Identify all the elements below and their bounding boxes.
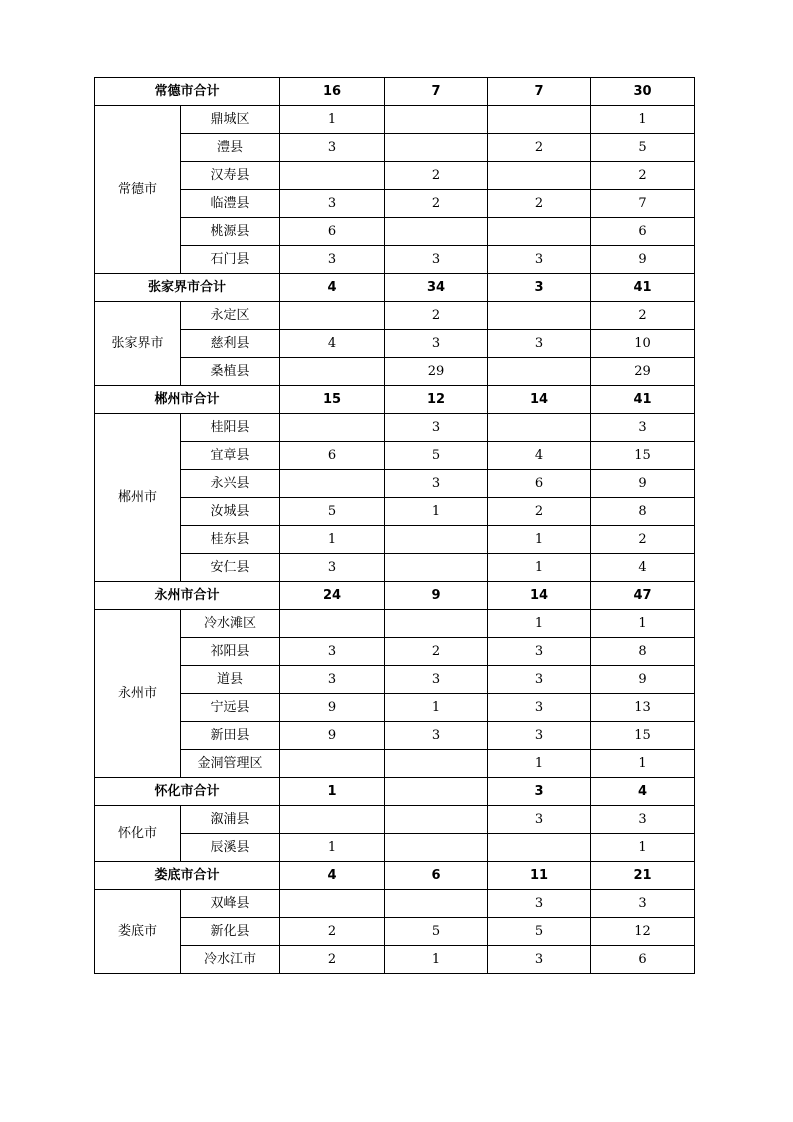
value-cell: 2 [488,134,591,162]
value-cell: 29 [591,358,695,386]
value-cell: 9 [280,722,385,750]
total-value-cell [385,778,488,806]
total-value-cell: 24 [280,582,385,610]
total-value-cell: 21 [591,862,695,890]
value-cell: 2 [591,162,695,190]
county-cell: 桃源县 [181,218,280,246]
table-row [95,442,695,470]
county-cell: 安仁县 [181,554,280,582]
value-cell: 3 [591,890,695,918]
value-cell [488,218,591,246]
total-value-cell: 12 [385,386,488,414]
value-cell [488,302,591,330]
total-value-cell: 14 [488,386,591,414]
table-row [95,834,695,862]
county-cell: 新化县 [181,918,280,946]
table-row [95,722,695,750]
value-cell [385,106,488,134]
value-cell: 1 [591,750,695,778]
county-cell: 桂东县 [181,526,280,554]
total-value-cell: 15 [280,386,385,414]
table-row [95,246,695,274]
value-cell: 2 [488,190,591,218]
county-cell: 慈利县 [181,330,280,358]
table-row [95,694,695,722]
value-cell: 29 [385,358,488,386]
table-row [95,414,695,442]
total-value-cell: 11 [488,862,591,890]
value-cell [488,414,591,442]
value-cell: 1 [591,610,695,638]
value-cell: 12 [591,918,695,946]
county-cell: 汉寿县 [181,162,280,190]
value-cell: 1 [488,750,591,778]
value-cell: 5 [280,498,385,526]
city-cell: 娄底市 [95,890,181,974]
total-value-cell: 41 [591,386,695,414]
value-cell [385,218,488,246]
value-cell: 1 [488,610,591,638]
value-cell [385,806,488,834]
value-cell: 1 [488,526,591,554]
value-cell: 2 [385,638,488,666]
table-row [95,638,695,666]
table-row [95,190,695,218]
value-cell: 3 [488,806,591,834]
county-cell: 宜章县 [181,442,280,470]
total-value-cell: 9 [385,582,488,610]
value-cell: 3 [385,246,488,274]
value-cell: 6 [488,470,591,498]
value-cell [488,358,591,386]
table-row [95,498,695,526]
value-cell: 2 [280,918,385,946]
total-value-cell: 7 [488,78,591,106]
value-cell: 5 [488,918,591,946]
value-cell: 2 [385,190,488,218]
value-cell: 5 [385,442,488,470]
value-cell: 3 [488,330,591,358]
value-cell: 3 [488,722,591,750]
value-cell: 2 [385,162,488,190]
value-cell: 10 [591,330,695,358]
value-cell: 3 [488,666,591,694]
value-cell: 7 [591,190,695,218]
table-row [95,610,695,638]
total-value-cell: 41 [591,274,695,302]
value-cell [280,890,385,918]
table-row [95,666,695,694]
county-cell: 溆浦县 [181,806,280,834]
value-cell: 1 [280,106,385,134]
total-value-cell: 7 [385,78,488,106]
value-cell: 2 [280,946,385,974]
county-cell: 鼎城区 [181,106,280,134]
total-value-cell: 3 [488,778,591,806]
total-label: 郴州市合计 [95,386,280,414]
table-row [95,470,695,498]
data-table [94,77,695,974]
value-cell: 3 [488,890,591,918]
table-row [95,330,695,358]
value-cell: 1 [280,834,385,862]
county-cell: 双峰县 [181,890,280,918]
city-cell: 常德市 [95,106,181,274]
value-cell: 9 [591,246,695,274]
value-cell: 8 [591,638,695,666]
table-row [95,526,695,554]
city-cell: 永州市 [95,610,181,778]
value-cell [385,134,488,162]
value-cell: 2 [488,498,591,526]
value-cell [385,834,488,862]
value-cell: 1 [591,834,695,862]
total-label: 张家界市合计 [95,274,280,302]
value-cell: 3 [280,246,385,274]
total-label: 永州市合计 [95,582,280,610]
value-cell: 3 [488,946,591,974]
value-cell: 3 [280,554,385,582]
value-cell: 3 [385,470,488,498]
table-row [95,218,695,246]
county-cell: 辰溪县 [181,834,280,862]
county-cell: 新田县 [181,722,280,750]
value-cell: 4 [488,442,591,470]
total-row [95,78,695,106]
county-cell: 石门县 [181,246,280,274]
value-cell [280,414,385,442]
value-cell: 3 [385,414,488,442]
value-cell [280,162,385,190]
table-row [95,890,695,918]
table-row [95,554,695,582]
county-cell: 临澧县 [181,190,280,218]
value-cell: 1 [385,946,488,974]
value-cell [385,554,488,582]
value-cell [385,890,488,918]
value-cell: 5 [591,134,695,162]
county-cell: 汝城县 [181,498,280,526]
value-cell: 3 [488,246,591,274]
total-value-cell: 4 [280,274,385,302]
value-cell: 1 [591,106,695,134]
value-cell [280,806,385,834]
table-row [95,358,695,386]
total-row [95,778,695,806]
county-cell: 冷水江市 [181,946,280,974]
table-row [95,918,695,946]
table-row [95,750,695,778]
city-cell: 怀化市 [95,806,181,862]
value-cell [280,610,385,638]
total-value-cell: 14 [488,582,591,610]
county-cell: 永兴县 [181,470,280,498]
value-cell: 3 [385,722,488,750]
city-cell: 郴州市 [95,414,181,582]
value-cell: 1 [280,526,385,554]
total-row [95,274,695,302]
total-row [95,862,695,890]
table-row [95,162,695,190]
value-cell: 6 [591,946,695,974]
county-cell: 宁远县 [181,694,280,722]
total-value-cell: 6 [385,862,488,890]
value-cell: 3 [280,134,385,162]
value-cell: 8 [591,498,695,526]
value-cell: 3 [280,190,385,218]
table-body [95,78,695,974]
value-cell: 3 [385,666,488,694]
table-row [95,106,695,134]
value-cell: 5 [385,918,488,946]
total-row [95,386,695,414]
value-cell: 3 [280,638,385,666]
value-cell: 1 [488,554,591,582]
value-cell [385,610,488,638]
county-cell: 澧县 [181,134,280,162]
total-value-cell: 3 [488,274,591,302]
value-cell [280,302,385,330]
value-cell: 6 [280,218,385,246]
value-cell: 1 [385,498,488,526]
value-cell: 6 [280,442,385,470]
total-value-cell: 30 [591,78,695,106]
value-cell [488,162,591,190]
county-cell: 桑植县 [181,358,280,386]
value-cell [280,750,385,778]
table-row [95,946,695,974]
total-value-cell: 4 [280,862,385,890]
value-cell: 3 [591,806,695,834]
total-label: 常德市合计 [95,78,280,106]
value-cell: 15 [591,442,695,470]
value-cell [280,358,385,386]
value-cell: 1 [385,694,488,722]
value-cell: 4 [591,554,695,582]
city-cell: 张家界市 [95,302,181,386]
value-cell: 3 [488,638,591,666]
county-cell: 桂阳县 [181,414,280,442]
value-cell: 9 [280,694,385,722]
county-cell: 道县 [181,666,280,694]
total-label: 娄底市合计 [95,862,280,890]
county-cell: 金洞管理区 [181,750,280,778]
table-row [95,134,695,162]
total-value-cell: 47 [591,582,695,610]
value-cell [385,526,488,554]
value-cell [488,106,591,134]
value-cell: 2 [591,302,695,330]
value-cell: 9 [591,666,695,694]
value-cell: 13 [591,694,695,722]
total-value-cell: 34 [385,274,488,302]
county-cell: 永定区 [181,302,280,330]
value-cell: 6 [591,218,695,246]
total-value-cell: 4 [591,778,695,806]
value-cell: 9 [591,470,695,498]
total-value-cell: 1 [280,778,385,806]
value-cell: 4 [280,330,385,358]
table-row [95,806,695,834]
value-cell: 3 [385,330,488,358]
county-cell: 祁阳县 [181,638,280,666]
value-cell: 15 [591,722,695,750]
value-cell: 3 [280,666,385,694]
value-cell: 2 [591,526,695,554]
county-cell: 冷水滩区 [181,610,280,638]
value-cell [488,834,591,862]
value-cell [280,470,385,498]
value-cell: 3 [488,694,591,722]
total-row [95,582,695,610]
total-label: 怀化市合计 [95,778,280,806]
total-value-cell: 16 [280,78,385,106]
value-cell [385,750,488,778]
value-cell: 3 [591,414,695,442]
table-row [95,302,695,330]
value-cell: 2 [385,302,488,330]
